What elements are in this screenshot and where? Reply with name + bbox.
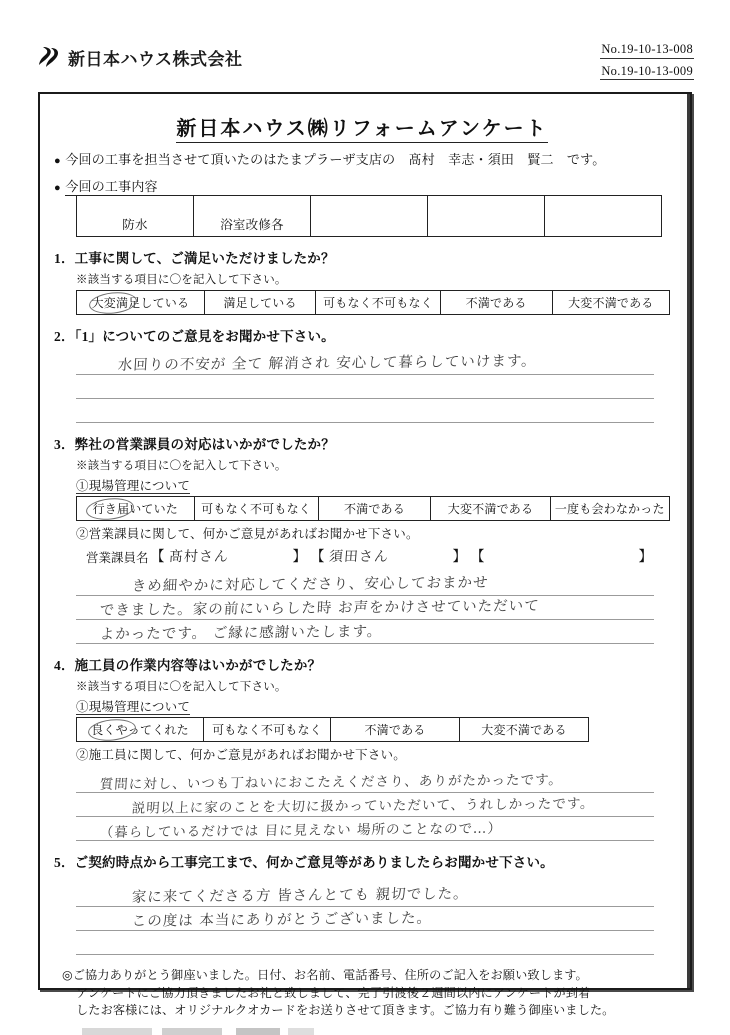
q5-answer-line-3 bbox=[76, 949, 710, 956]
handwriting-line bbox=[76, 907, 654, 931]
staff-bracket-1 bbox=[151, 546, 307, 566]
page-title bbox=[54, 112, 670, 141]
q1-option-2[interactable]: 可もなく不可もなく bbox=[316, 291, 440, 315]
q3-answer-line-2: できました。家の前にいらした時 お声をかけさせていただいて bbox=[99, 598, 541, 619]
q1-option-1[interactable]: 満足している bbox=[204, 291, 316, 315]
redaction-block bbox=[82, 1028, 152, 1035]
work-content-cell-5[interactable] bbox=[545, 196, 662, 237]
handwriting-line bbox=[76, 375, 654, 399]
question-4-comment-heading: ②施工員に関して、何かご意見があればお聞かせ下さい。 bbox=[76, 748, 406, 762]
intro-line-text: 今回の工事を担当させて頂いたのはたまプラーザ支店の 髙村 幸志・須田 賢二 です。 bbox=[65, 152, 606, 167]
question-1-note: ※該当する項目に〇を記入して下さい。 bbox=[76, 274, 287, 286]
q1-option-4[interactable]: 大変不満である bbox=[552, 291, 669, 315]
form-frame bbox=[38, 92, 692, 1018]
redacted-personal-info bbox=[76, 1028, 636, 1035]
question-4-subheading bbox=[76, 697, 670, 715]
question-5-heading: 5．ご契約時点から工事完工まで、何かご意見等がありましたらお聞かせ下さい。 bbox=[54, 855, 554, 870]
q4-option-3[interactable]: 大変不満である bbox=[460, 718, 589, 742]
staff-bracket-2 bbox=[311, 546, 467, 566]
q4-option-2[interactable]: 不満である bbox=[331, 718, 460, 742]
question-3-options-table bbox=[76, 496, 670, 521]
work-content-cell-1[interactable]: 防水 bbox=[77, 196, 194, 237]
footer-line-2: アンケートにご協力頂きましたお礼と致しまして、完了引渡後２週間以内にアンケートが到着 bbox=[76, 985, 591, 1000]
question-3-comment-heading: ②営業課員に関して、何かご意見があればお聞かせ下さい。 bbox=[76, 527, 419, 541]
q5-answer-line-1: 家に来てくださる方 皆さんとても 親切でした。 bbox=[131, 886, 470, 906]
handwriting-line bbox=[76, 399, 654, 423]
staff-name-line bbox=[86, 546, 670, 566]
q3-answer-line-1: きめ細やかに対応してくださり、安心しておまかせ bbox=[131, 575, 489, 595]
staff-name-label: 営業課員名 bbox=[86, 551, 149, 565]
footer-line-1: ◎ご協力ありがとう御座いました。日付、お名前、電話番号、住所のご記入をお願い致します。 bbox=[62, 968, 588, 982]
question-3-note: ※該当する項目に〇を記入して下さい。 bbox=[76, 460, 287, 472]
table-row bbox=[77, 497, 670, 521]
work-content-table bbox=[76, 195, 662, 237]
question-1-heading: 1．工事に関して、ご満足いただけましたか？ bbox=[54, 251, 335, 266]
redaction-block bbox=[288, 1028, 314, 1035]
staff-name-1[interactable]: 髙村さん bbox=[167, 549, 230, 565]
q3-option-1[interactable]: 可もなく不可もなく bbox=[194, 497, 318, 521]
intro-line bbox=[54, 149, 670, 168]
handwriting-line bbox=[76, 931, 654, 955]
question-3-subheading bbox=[76, 476, 670, 494]
document-number-2: No.19-10-13-009 bbox=[600, 64, 694, 81]
question-2-heading: 2．「1」についてのご意見をお聞かせ下さい。 bbox=[54, 329, 335, 344]
redaction-block bbox=[236, 1028, 280, 1035]
table-row bbox=[77, 718, 589, 742]
handwriting-line bbox=[76, 883, 654, 907]
handwriting-line bbox=[76, 620, 654, 644]
question-3-answer-block[interactable] bbox=[76, 572, 654, 644]
footer-note bbox=[62, 967, 670, 1020]
bracket-open-icon: 【 bbox=[150, 550, 165, 565]
bracket-open-icon: 【 bbox=[470, 550, 485, 565]
q2-answer-line-3 bbox=[76, 417, 696, 423]
handwriting-line bbox=[76, 793, 654, 817]
question-4-answer-block[interactable] bbox=[76, 769, 654, 841]
bracket-close-icon: 】 bbox=[452, 550, 467, 565]
q4-option-1[interactable]: 可もなく不可もなく bbox=[204, 718, 331, 742]
question-4-heading: 4．施工員の作業内容等はいかがでしたか？ bbox=[54, 658, 322, 673]
work-content-cell-3[interactable] bbox=[311, 196, 428, 237]
question-4-subheading-text: ①現場管理について bbox=[76, 700, 191, 714]
redaction-block bbox=[162, 1028, 222, 1035]
staff-name-2[interactable]: 須田さん bbox=[327, 549, 390, 565]
letterhead bbox=[36, 44, 243, 70]
document-number-1: No.19-10-13-008 bbox=[600, 42, 694, 59]
handwriting-line bbox=[76, 596, 654, 620]
bracket-open-icon: 【 bbox=[310, 550, 325, 565]
q5-answer-line-2: この度は 本当にありがとうございました。 bbox=[131, 910, 433, 930]
company-swirl-logo-icon bbox=[36, 44, 62, 70]
q2-answer-line-1: 水回りの不安が 全て 解消され 安心して暮らしていけます。 bbox=[117, 353, 538, 374]
q4-option-0[interactable] bbox=[77, 718, 204, 742]
q1-option-0[interactable] bbox=[77, 291, 205, 315]
q4-answer-line-2: 説明以上に家のことを大切に扱かっていただいて、うれしかったです。 bbox=[131, 795, 596, 817]
handwriting-line bbox=[76, 351, 654, 375]
q3-option-2[interactable]: 不満である bbox=[318, 497, 431, 521]
q4-answer-line-1: 質問に対し、いつも丁ねいにおこたえくださり、ありがたかったです。 bbox=[99, 772, 564, 793]
handwriting-line bbox=[76, 572, 654, 596]
q3-answer-line-3: よかったです。 ご縁に感謝いたします。 bbox=[99, 623, 383, 643]
table-row bbox=[77, 291, 670, 315]
form-content bbox=[54, 104, 670, 1035]
question-3-subheading-text: ①現場管理について bbox=[76, 479, 191, 493]
work-content-label bbox=[54, 176, 670, 195]
q1-option-3[interactable]: 不満である bbox=[440, 291, 552, 315]
footer-line-3: したお客様には、オリジナルクオカードをお送りさせて頂きます。ご協力有り難う御座いました。 bbox=[76, 1003, 615, 1018]
handwriting-line bbox=[76, 769, 654, 793]
question-5-answer-block[interactable] bbox=[76, 883, 654, 955]
q4-answer-line-3: （暮らしているだけでは 目に見えない 場所のことなので…） bbox=[99, 820, 503, 841]
handwriting-line bbox=[76, 817, 654, 841]
staff-bracket-3 bbox=[471, 546, 653, 566]
document-numbers bbox=[600, 42, 694, 85]
bracket-close-icon: 】 bbox=[292, 550, 307, 565]
question-3-heading: 3．弊社の営業課員の対応はいかがでしたか？ bbox=[54, 437, 335, 452]
q3-option-4[interactable]: 一度も会わなかった bbox=[550, 497, 669, 521]
question-4-note: ※該当する項目に〇を記入して下さい。 bbox=[76, 681, 287, 693]
q3-option-3[interactable]: 大変不満である bbox=[431, 497, 550, 521]
question-2-answer-block[interactable] bbox=[76, 351, 654, 423]
page-title-text: 新日本ハウス㈱リフォームアンケート bbox=[176, 118, 547, 143]
q4-option-0-label: 良くやってくれた bbox=[91, 723, 189, 737]
q3-option-0[interactable] bbox=[77, 497, 195, 521]
work-content-cell-2[interactable]: 浴室改修各 bbox=[194, 196, 311, 237]
q3-option-0-label: 行き届いていた bbox=[92, 502, 179, 516]
table-row bbox=[77, 196, 662, 237]
work-content-label-text: 今回の工事内容 bbox=[65, 179, 158, 194]
work-content-cell-4[interactable] bbox=[428, 196, 545, 237]
question-1-options-table bbox=[76, 290, 670, 315]
bracket-close-icon: 】 bbox=[638, 550, 653, 565]
company-name: 新日本ハウス株式会社 bbox=[68, 49, 243, 70]
q1-option-0-label: 大変満足している bbox=[91, 296, 190, 310]
question-4-options-table bbox=[76, 717, 589, 742]
